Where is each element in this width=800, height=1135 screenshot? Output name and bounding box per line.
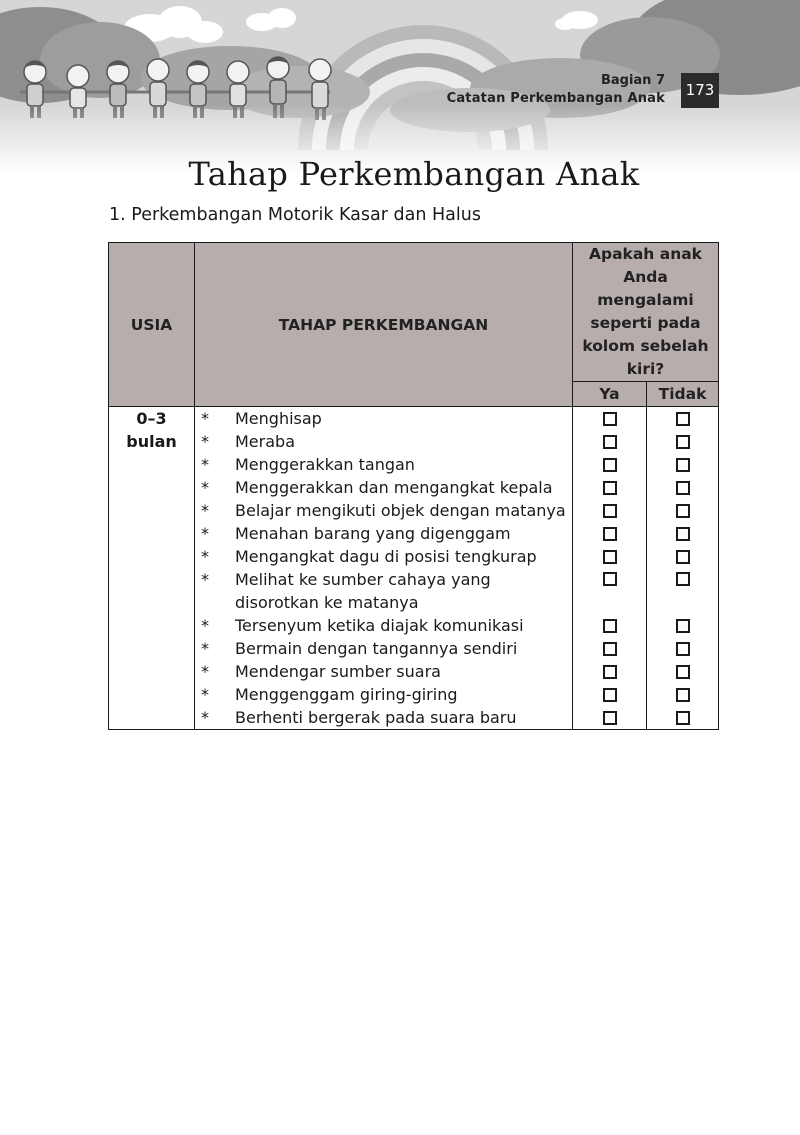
milestone-text: Menggerakkan dan mengangkat kepala bbox=[235, 478, 553, 497]
tidak-checkbox[interactable] bbox=[676, 550, 690, 564]
chapter-info bbox=[447, 72, 665, 108]
milestone-text: Menahan barang yang digenggam bbox=[235, 524, 511, 543]
tidak-checkbox[interactable] bbox=[676, 527, 690, 541]
milestone-text: Menghisap bbox=[235, 409, 322, 428]
milestone-text: Tersenyum ketika diajak komunikasi bbox=[235, 616, 524, 635]
milestone-text: Bermain dengan tangannya sendiri bbox=[235, 639, 518, 658]
table-row bbox=[109, 407, 719, 730]
bullet: * bbox=[201, 708, 209, 727]
list-item bbox=[195, 499, 572, 522]
list-item bbox=[195, 407, 572, 430]
tidak-checkbox[interactable] bbox=[676, 711, 690, 725]
milestone-text: Mendengar sumber suara bbox=[235, 662, 441, 681]
list-item bbox=[195, 614, 572, 637]
list-item bbox=[195, 430, 572, 453]
page-number: 173 bbox=[681, 73, 719, 108]
tidak-checkbox[interactable] bbox=[676, 688, 690, 702]
milestone-text: Mengangkat dagu di posisi tengkurap bbox=[235, 547, 537, 566]
ya-checkbox[interactable] bbox=[603, 504, 617, 518]
list-item bbox=[195, 683, 572, 706]
ya-checkbox[interactable] bbox=[603, 572, 617, 586]
tidak-checkbox[interactable] bbox=[676, 642, 690, 656]
section-title: 1. Perkembangan Motorik Kasar dan Halus bbox=[109, 205, 481, 225]
ya-checkbox[interactable] bbox=[603, 435, 617, 449]
header-question: Apakah anak Anda mengalami seperti pada kolom sebelah kiri? bbox=[573, 243, 719, 382]
ya-column bbox=[573, 407, 647, 730]
list-item bbox=[195, 453, 572, 476]
bullet: * bbox=[201, 432, 209, 451]
bullet: * bbox=[201, 616, 209, 635]
list-item bbox=[195, 706, 572, 729]
milestone-text: Melihat ke sumber cahaya yang disorotkan ke matanya bbox=[235, 570, 491, 612]
page-title: Tahap Perkembangan Anak bbox=[188, 155, 640, 193]
tidak-checkbox[interactable] bbox=[676, 458, 690, 472]
tidak-checkbox[interactable] bbox=[676, 572, 690, 586]
list-item bbox=[195, 522, 572, 545]
list-item bbox=[195, 545, 572, 568]
tidak-checkbox[interactable] bbox=[676, 665, 690, 679]
bullet: * bbox=[201, 662, 209, 681]
ya-checkbox[interactable] bbox=[603, 642, 617, 656]
milestones-cell bbox=[195, 407, 573, 730]
milestone-text: Menggerakkan tangan bbox=[235, 455, 415, 474]
list-item bbox=[195, 476, 572, 499]
rainbow-children-illustration bbox=[0, 0, 800, 175]
tidak-checkbox[interactable] bbox=[676, 412, 690, 426]
bullet: * bbox=[201, 478, 209, 497]
bullet: * bbox=[201, 409, 209, 428]
development-table bbox=[108, 242, 719, 730]
ya-checkbox[interactable] bbox=[603, 711, 617, 725]
milestone-text: Berhenti bergerak pada suara baru bbox=[235, 708, 517, 727]
ya-checkbox[interactable] bbox=[603, 550, 617, 564]
ya-checkbox[interactable] bbox=[603, 688, 617, 702]
ya-checkbox[interactable] bbox=[603, 619, 617, 633]
ya-checkbox[interactable] bbox=[603, 527, 617, 541]
ya-checkbox[interactable] bbox=[603, 665, 617, 679]
tidak-checkbox[interactable] bbox=[676, 619, 690, 633]
header-illustration bbox=[0, 0, 800, 175]
milestone-text: Belajar mengikuti objek dengan matanya bbox=[235, 501, 566, 520]
bullet: * bbox=[201, 455, 209, 474]
header-tidak: Tidak bbox=[647, 382, 719, 407]
tidak-column bbox=[647, 407, 719, 730]
bullet: * bbox=[201, 501, 209, 520]
header-tahap: TAHAP PERKEMBANGAN bbox=[195, 243, 573, 407]
tidak-checkbox[interactable] bbox=[676, 504, 690, 518]
bullet: * bbox=[201, 570, 209, 589]
bullet: * bbox=[201, 639, 209, 658]
age-range: 0–3 bbox=[136, 409, 167, 428]
bullet: * bbox=[201, 685, 209, 704]
tidak-checkbox[interactable] bbox=[676, 481, 690, 495]
bullet: * bbox=[201, 547, 209, 566]
ya-checkbox[interactable] bbox=[603, 458, 617, 472]
ya-checkbox[interactable] bbox=[603, 412, 617, 426]
list-item bbox=[195, 637, 572, 660]
list-item bbox=[195, 568, 572, 614]
list-item bbox=[195, 660, 572, 683]
ya-checkbox[interactable] bbox=[603, 481, 617, 495]
milestone-text: Menggenggam giring-giring bbox=[235, 685, 458, 704]
age-cell bbox=[109, 407, 195, 730]
age-unit: bulan bbox=[126, 432, 177, 451]
header-usia: USIA bbox=[109, 243, 195, 407]
chapter-part: Bagian 7 bbox=[600, 73, 665, 88]
chapter-title: Catatan Perkembangan Anak bbox=[446, 91, 665, 106]
bullet: * bbox=[201, 524, 209, 543]
milestone-text: Meraba bbox=[235, 432, 295, 451]
header-ya: Ya bbox=[573, 382, 647, 407]
tidak-checkbox[interactable] bbox=[676, 435, 690, 449]
